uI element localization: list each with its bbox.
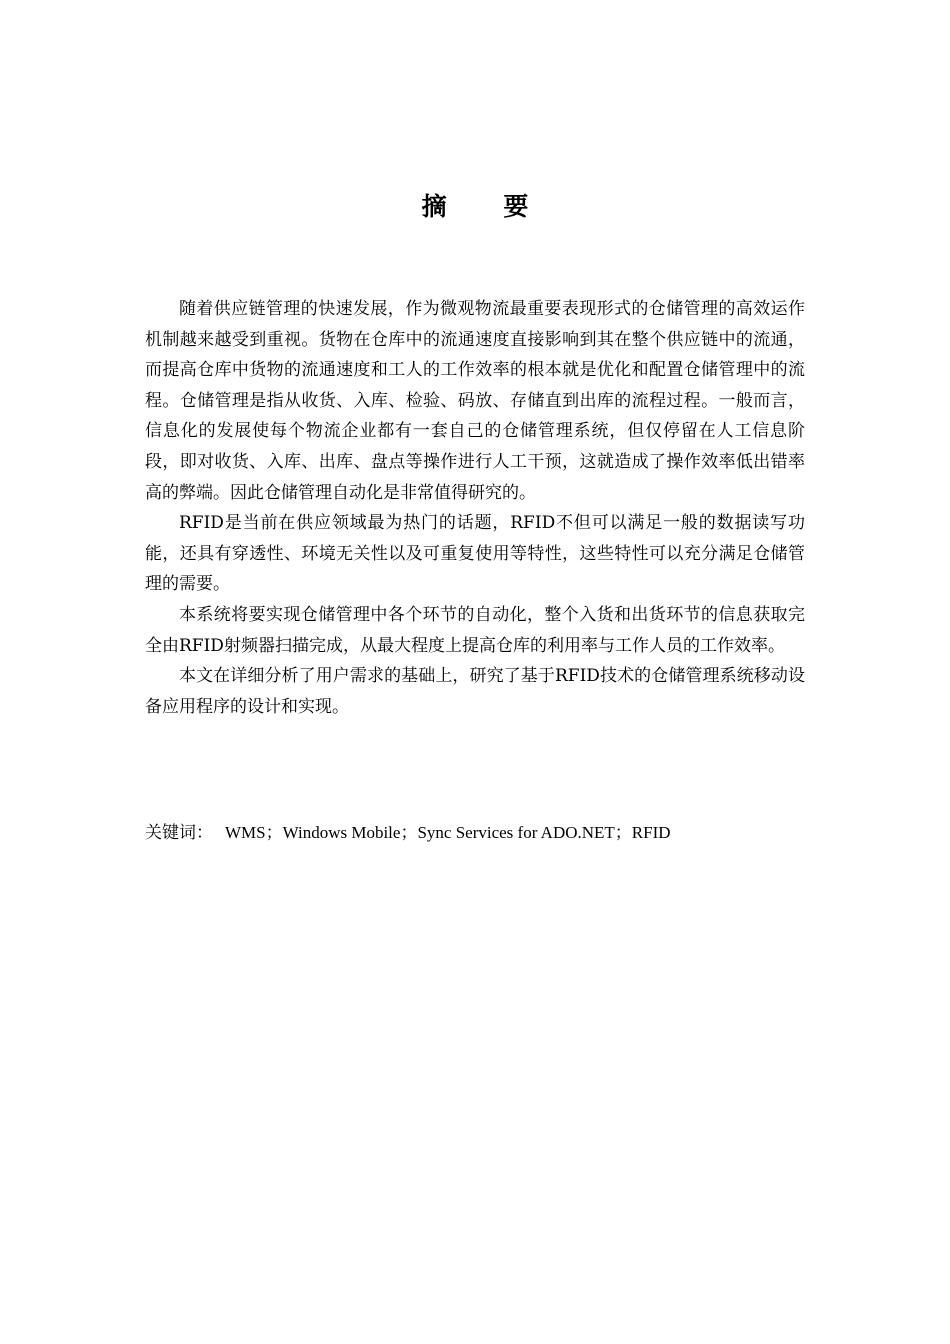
abstract-paragraph-2: RFID是当前在供应领域最为热门的话题，RFID不但可以满足一般的数据读写功能，还具有穿透性、环境无关性以及可重复使用等特性，这些特性可以充分满足仓储管理的需要。 — [145, 513, 805, 595]
keywords-text: WMS；Windows Mobile；Sync Services for ADO.NET；RFID — [225, 823, 671, 842]
keywords-line — [145, 818, 825, 848]
abstract-body — [145, 294, 805, 722]
abstract-paragraph-1: 随着供应链管理的快速发展，作为微观物流最重要表现形式的仓储管理的高效运作机制越来越受到重视。货物在仓库中的流通速度直接影响到其在整个供应链中的流通，而提高仓库中货物的流通速度和工人的工作效率的根本就是优化和配置仓储管理中的流程。仓储管理是指从收货、入库、检验、码放、存储直到出库的流程过程。一般而言，信息化的发展使每个物流企业都有一套自己的仓储管理系统，但仅停留在人工信息阶段，即对收货、入库、出库、盘点等操作进行人工干预，这就造成了操作效率低出错率高的弊端。因此仓储管理自动化是非常值得研究的。 — [145, 299, 805, 503]
keywords-label: 关键词： — [145, 823, 213, 843]
abstract-title: 摘 要 — [421, 192, 553, 221]
abstract-paragraph-4: 本文在详细分析了用户需求的基础上，研究了基于RFID技术的仓储管理系统移动设备应用程序的设计和实现。 — [145, 666, 805, 717]
abstract-paragraph-3: 本系统将要实现仓储管理中各个环节的自动化，整个入货和出货环节的信息获取完全由RFID射频器扫描完成，从最大程度上提高仓库的利用率与工作人员的工作效率。 — [145, 604, 805, 656]
